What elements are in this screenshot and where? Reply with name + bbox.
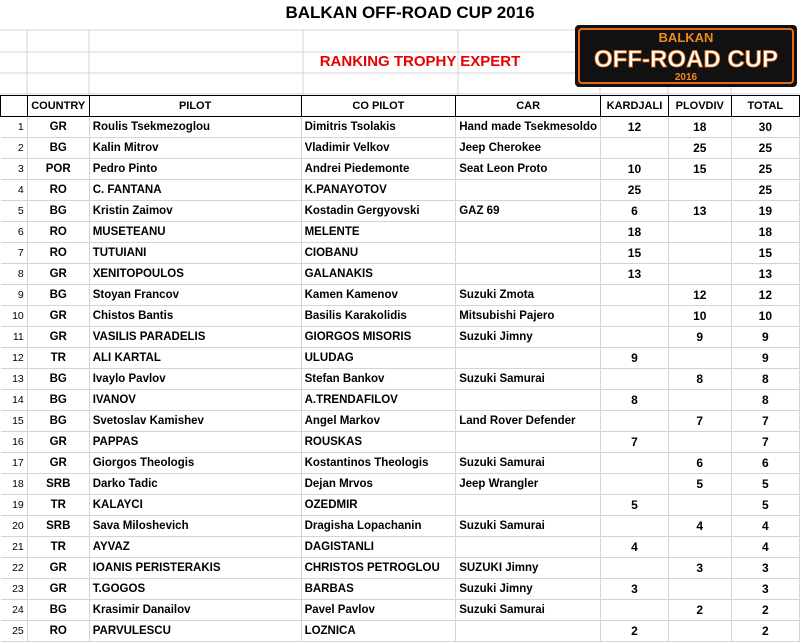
copilot-cell: Vladimir Velkov (301, 138, 456, 159)
pilot-cell: T.GOGOS (89, 579, 301, 600)
total-cell: 19 (731, 201, 799, 222)
copilot-cell: Kamen Kamenov (301, 285, 456, 306)
copilot-cell: OZEDMIR (301, 495, 456, 516)
plovdiv-cell: 15 (668, 159, 731, 180)
table-row (1, 243, 800, 264)
kardjali-cell (601, 369, 669, 390)
kardjali-cell (601, 411, 669, 432)
rank-cell: 5 (1, 201, 28, 222)
kardjali-cell: 12 (601, 117, 669, 138)
plovdiv-cell (668, 180, 731, 201)
country-cell: GR (27, 558, 89, 579)
pilot-cell: IVANOV (89, 390, 301, 411)
kardjali-cell (601, 285, 669, 306)
pilot-cell: TUTUIANI (89, 243, 301, 264)
car-cell: Suzuki Samurai (456, 516, 601, 537)
logo-year-text: 2016 (674, 72, 698, 83)
total-cell: 25 (731, 180, 799, 201)
total-cell: 2 (731, 621, 799, 642)
car-cell (456, 222, 601, 243)
car-cell: GAZ 69 (456, 201, 601, 222)
page-title: BALKAN OFF-ROAD CUP 2016 (285, 3, 535, 22)
plovdiv-cell: 8 (668, 369, 731, 390)
plovdiv-cell (668, 264, 731, 285)
copilot-cell: CIOBANU (301, 243, 456, 264)
car-cell (456, 495, 601, 516)
rank-cell: 15 (1, 411, 28, 432)
col-header-copilot: CO PILOT (301, 96, 456, 117)
pilot-cell: Roulis Tsekmezoglou (89, 117, 301, 138)
pilot-cell: IOANIS PERISTERAKIS (89, 558, 301, 579)
country-cell: GR (27, 264, 89, 285)
car-cell: Suzuki Samurai (456, 369, 601, 390)
rank-cell: 8 (1, 264, 28, 285)
copilot-cell: Pavel Pavlov (301, 600, 456, 621)
copilot-cell: Dejan Mrvos (301, 474, 456, 495)
car-cell: SUZUKI Jimny (456, 558, 601, 579)
plovdiv-cell (668, 348, 731, 369)
car-cell: Suzuki Samurai (456, 453, 601, 474)
kardjali-cell: 10 (601, 159, 669, 180)
table-row (1, 369, 800, 390)
rank-cell: 25 (1, 621, 28, 642)
pilot-cell: Ivaylo Pavlov (89, 369, 301, 390)
plovdiv-cell: 2 (668, 600, 731, 621)
country-cell: BG (27, 600, 89, 621)
copilot-cell: CHRISTOS PETROGLOU (301, 558, 456, 579)
rank-cell: 18 (1, 474, 28, 495)
copilot-cell: Andrei Piedemonte (301, 159, 456, 180)
table-row (1, 327, 800, 348)
table-row (1, 117, 800, 138)
country-cell: GR (27, 327, 89, 348)
plovdiv-cell: 10 (668, 306, 731, 327)
balkan-offroad-cup-logo (575, 25, 797, 87)
car-cell (456, 432, 601, 453)
total-cell: 7 (731, 432, 799, 453)
pilot-cell: Pedro Pinto (89, 159, 301, 180)
pilot-cell: KALAYCI (89, 495, 301, 516)
pilot-cell: AYVAZ (89, 537, 301, 558)
country-cell: GR (27, 453, 89, 474)
rank-cell: 4 (1, 180, 28, 201)
kardjali-cell (601, 558, 669, 579)
table-row (1, 474, 800, 495)
total-cell: 13 (731, 264, 799, 285)
country-cell: BG (27, 285, 89, 306)
car-cell (456, 348, 601, 369)
plovdiv-cell (668, 495, 731, 516)
copilot-cell: Stefan Bankov (301, 369, 456, 390)
table-row (1, 138, 800, 159)
country-cell: RO (27, 243, 89, 264)
total-cell: 30 (731, 117, 799, 138)
plovdiv-cell: 7 (668, 411, 731, 432)
copilot-cell: Basilis Karakolidis (301, 306, 456, 327)
total-cell: 6 (731, 453, 799, 474)
kardjali-cell: 9 (601, 348, 669, 369)
copilot-cell: MELENTE (301, 222, 456, 243)
copilot-cell: Angel Markov (301, 411, 456, 432)
car-cell: Suzuki Jimny (456, 327, 601, 348)
table-row (1, 264, 800, 285)
kardjali-cell (601, 327, 669, 348)
table-row (1, 495, 800, 516)
rank-cell: 6 (1, 222, 28, 243)
plovdiv-cell: 25 (668, 138, 731, 159)
ranking-subtitle: RANKING TROPHY EXPERT (319, 53, 521, 70)
copilot-cell: K.PANAYOTOV (301, 180, 456, 201)
total-cell: 25 (731, 138, 799, 159)
car-cell (456, 537, 601, 558)
plovdiv-cell: 4 (668, 516, 731, 537)
country-cell: BG (27, 411, 89, 432)
pilot-cell: C. FANTANA (89, 180, 301, 201)
pilot-cell: Svetoslav Kamishev (89, 411, 301, 432)
col-header-total: TOTAL (731, 96, 799, 117)
country-cell: RO (27, 621, 89, 642)
rank-cell: 12 (1, 348, 28, 369)
kardjali-cell (601, 600, 669, 621)
pilot-cell: PARVULESCU (89, 621, 301, 642)
kardjali-cell: 25 (601, 180, 669, 201)
pilot-cell: Darko Tadic (89, 474, 301, 495)
country-cell: BG (27, 201, 89, 222)
rank-cell: 13 (1, 369, 28, 390)
country-cell: SRB (27, 516, 89, 537)
total-cell: 9 (731, 348, 799, 369)
pilot-cell: Stoyan Francov (89, 285, 301, 306)
rank-cell: 2 (1, 138, 28, 159)
copilot-cell: Dragisha Lopachanin (301, 516, 456, 537)
car-cell (456, 390, 601, 411)
total-cell: 4 (731, 516, 799, 537)
car-cell (456, 243, 601, 264)
plovdiv-cell: 9 (668, 327, 731, 348)
ranking-table (0, 95, 800, 642)
col-header-country: COUNTRY (27, 96, 89, 117)
country-cell: GR (27, 432, 89, 453)
kardjali-cell: 18 (601, 222, 669, 243)
table-row (1, 453, 800, 474)
pilot-cell: VASILIS PARADELIS (89, 327, 301, 348)
copilot-cell: LOZNICA (301, 621, 456, 642)
table-row (1, 201, 800, 222)
rank-cell: 14 (1, 390, 28, 411)
kardjali-cell: 6 (601, 201, 669, 222)
total-cell: 5 (731, 495, 799, 516)
total-cell: 8 (731, 369, 799, 390)
pilot-cell: Kristin Zaimov (89, 201, 301, 222)
country-cell: RO (27, 222, 89, 243)
kardjali-cell: 2 (601, 621, 669, 642)
total-cell: 18 (731, 222, 799, 243)
pilot-cell: ALI KARTAL (89, 348, 301, 369)
country-cell: GR (27, 306, 89, 327)
pilot-cell: Giorgos Theologis (89, 453, 301, 474)
copilot-cell: Kostantinos Theologis (301, 453, 456, 474)
rank-cell: 9 (1, 285, 28, 306)
pilot-cell: MUSETEANU (89, 222, 301, 243)
rank-cell: 3 (1, 159, 28, 180)
plovdiv-cell (668, 243, 731, 264)
total-cell: 10 (731, 306, 799, 327)
kardjali-cell: 5 (601, 495, 669, 516)
plovdiv-cell (668, 222, 731, 243)
country-cell: BG (27, 390, 89, 411)
table-row (1, 516, 800, 537)
kardjali-cell (601, 516, 669, 537)
rank-cell: 17 (1, 453, 28, 474)
table-row (1, 180, 800, 201)
col-header-index (1, 96, 28, 117)
plovdiv-cell (668, 390, 731, 411)
car-cell: Suzuki Jimny (456, 579, 601, 600)
copilot-cell: BARBAS (301, 579, 456, 600)
table-row (1, 348, 800, 369)
country-cell: RO (27, 180, 89, 201)
total-cell: 5 (731, 474, 799, 495)
country-cell: TR (27, 495, 89, 516)
col-header-car: CAR (456, 96, 601, 117)
car-cell: Mitsubishi Pajero (456, 306, 601, 327)
rank-cell: 22 (1, 558, 28, 579)
plovdiv-cell: 12 (668, 285, 731, 306)
kardjali-cell: 8 (601, 390, 669, 411)
country-cell: BG (27, 138, 89, 159)
table-row (1, 621, 800, 642)
rank-cell: 23 (1, 579, 28, 600)
table-row (1, 285, 800, 306)
copilot-cell: GIORGOS MISORIS (301, 327, 456, 348)
copilot-cell: Kostadin Gergyovski (301, 201, 456, 222)
country-cell: TR (27, 537, 89, 558)
table-row (1, 390, 800, 411)
copilot-cell: GALANAKIS (301, 264, 456, 285)
pilot-cell: XENITOPOULOS (89, 264, 301, 285)
plovdiv-cell: 13 (668, 201, 731, 222)
ranking-rows (1, 117, 800, 642)
col-header-kardjali: KARDJALI (601, 96, 669, 117)
kardjali-cell (601, 306, 669, 327)
copilot-cell: DAGISTANLI (301, 537, 456, 558)
plovdiv-cell: 18 (668, 117, 731, 138)
logo-main-text: OFF-ROAD CUP (594, 46, 778, 73)
car-cell: Suzuki Samurai (456, 600, 601, 621)
plovdiv-cell: 6 (668, 453, 731, 474)
country-cell: POR (27, 159, 89, 180)
logo-top-text: BALKAN (658, 30, 714, 45)
copilot-cell: ROUSKAS (301, 432, 456, 453)
pilot-cell: PAPPAS (89, 432, 301, 453)
kardjali-cell: 3 (601, 579, 669, 600)
table-row (1, 579, 800, 600)
total-cell: 25 (731, 159, 799, 180)
country-cell: GR (27, 579, 89, 600)
rank-cell: 24 (1, 600, 28, 621)
rank-cell: 16 (1, 432, 28, 453)
kardjali-cell: 15 (601, 243, 669, 264)
table-row (1, 600, 800, 621)
country-cell: BG (27, 369, 89, 390)
country-cell: SRB (27, 474, 89, 495)
copilot-cell: A.TRENDAFILOV (301, 390, 456, 411)
country-cell: TR (27, 348, 89, 369)
kardjali-cell (601, 138, 669, 159)
table-row (1, 159, 800, 180)
plovdiv-cell (668, 537, 731, 558)
total-cell: 9 (731, 327, 799, 348)
plovdiv-cell (668, 621, 731, 642)
kardjali-cell: 13 (601, 264, 669, 285)
rank-cell: 21 (1, 537, 28, 558)
rank-cell: 11 (1, 327, 28, 348)
total-cell: 15 (731, 243, 799, 264)
table-row (1, 306, 800, 327)
table-row (1, 432, 800, 453)
copilot-cell: Dimitris Tsolakis (301, 117, 456, 138)
car-cell: Jeep Wrangler (456, 474, 601, 495)
car-cell (456, 180, 601, 201)
car-cell: Land Rover Defender (456, 411, 601, 432)
pilot-cell: Sava Miloshevich (89, 516, 301, 537)
table-row (1, 411, 800, 432)
country-cell: GR (27, 117, 89, 138)
plovdiv-cell (668, 579, 731, 600)
car-cell (456, 621, 601, 642)
total-cell: 4 (731, 537, 799, 558)
rank-cell: 1 (1, 117, 28, 138)
rank-cell: 7 (1, 243, 28, 264)
col-header-plovdiv: PLOVDIV (668, 96, 731, 117)
car-cell: Seat Leon Proto (456, 159, 601, 180)
plovdiv-cell: 3 (668, 558, 731, 579)
pilot-cell: Kalin Mitrov (89, 138, 301, 159)
kardjali-cell: 7 (601, 432, 669, 453)
col-header-pilot: PILOT (89, 96, 301, 117)
kardjali-cell: 4 (601, 537, 669, 558)
car-cell (456, 264, 601, 285)
plovdiv-cell: 5 (668, 474, 731, 495)
car-cell: Jeep Cherokee (456, 138, 601, 159)
total-cell: 8 (731, 390, 799, 411)
car-cell: Hand made Tsekmesoldo (456, 117, 601, 138)
table-row (1, 222, 800, 243)
total-cell: 2 (731, 600, 799, 621)
pilot-cell: Chistos Bantis (89, 306, 301, 327)
kardjali-cell (601, 474, 669, 495)
total-cell: 3 (731, 558, 799, 579)
total-cell: 7 (731, 411, 799, 432)
pilot-cell: Krasimir Danailov (89, 600, 301, 621)
header-row (1, 96, 800, 117)
kardjali-cell (601, 453, 669, 474)
copilot-cell: ULUDAG (301, 348, 456, 369)
total-cell: 12 (731, 285, 799, 306)
plovdiv-cell (668, 432, 731, 453)
rank-cell: 19 (1, 495, 28, 516)
car-cell: Suzuki Zmota (456, 285, 601, 306)
rank-cell: 10 (1, 306, 28, 327)
rank-cell: 20 (1, 516, 28, 537)
table-row (1, 537, 800, 558)
table-row (1, 558, 800, 579)
total-cell: 3 (731, 579, 799, 600)
